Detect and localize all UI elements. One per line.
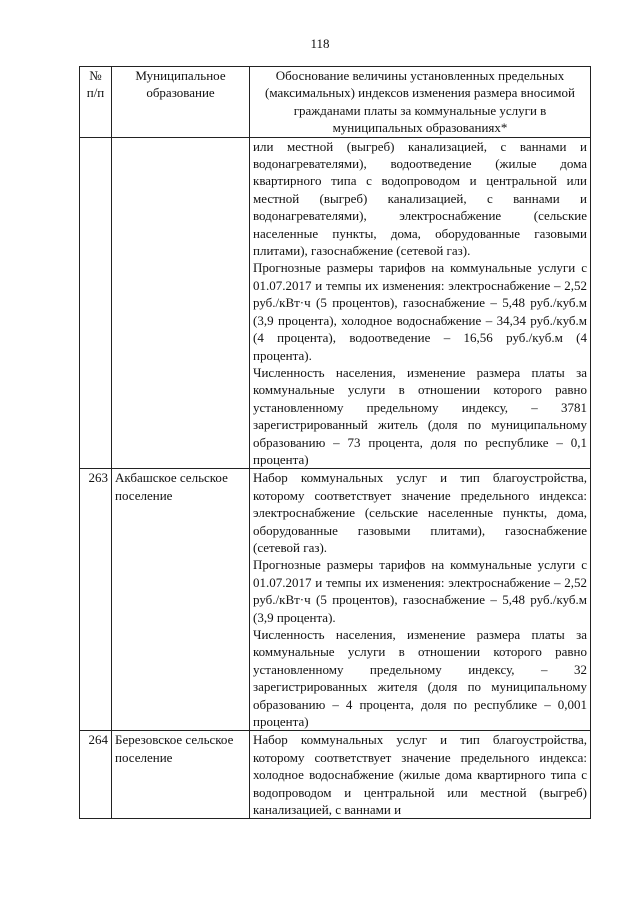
table-row: [80, 469, 591, 731]
table-row: [80, 731, 591, 819]
header-justification: Обоснование величины установленных предельных (максимальных) индексов изменения размера вносимой гражданами платы за коммунальные услуги в муниципальных образованиях*: [250, 67, 591, 138]
justification-paragraph: Набор коммунальных услуг и тип благоустройства, которому соответствует значение предельного индекса: электроснабжение (сельские населенные пункты, дома, оборудованные газовыми плитами), газоснабжение (сетевой газ).: [253, 470, 587, 555]
page-number: 118: [310, 36, 330, 51]
justification-paragraph: Прогнозные размеры тарифов на коммунальные услуги с 01.07.2017 и темпы их изменения: электроснабжение – 2,52 руб./кВт·ч (5 процентов), газоснабжение – 5,48 руб./куб.м (3,9 процента).: [253, 557, 587, 625]
row-num: [80, 137, 112, 469]
justification-paragraph: Численность населения, изменение размера платы за коммунальные услуги в отношении которого равно установленному предельному индексу, – 3781 зарегистрированный житель (доля по муниципальному образованию – 73 процента, доля по республике – 0,1 процента): [253, 364, 587, 467]
justification-paragraph: Численность населения, изменение размера платы за коммунальные услуги в отношении которого равно установленному предельному индексу, – 32 зарегистрированных жителя (доля по муниципальному образованию – 4 процента, доля по республике – 0,001 процента): [253, 627, 587, 730]
row-num: 264: [80, 731, 112, 819]
justification-paragraph: или местной (выгреб) канализацией, с ваннами и водонагревателями), водоотведение (жилые дома квартирного типа с водопроводом и центральной или местной (выгреб) канализацией, с ваннами и водонагревателями), электроснабжение (сельские населенные пункты, дома, оборудованные газовыми плитами), газоснабжение (сетевой газ).: [253, 138, 587, 259]
row-justification: [250, 731, 591, 819]
table-row: [80, 137, 591, 469]
table-header-row: [80, 67, 591, 138]
row-num: 263: [80, 469, 112, 731]
row-municipality: Акбашское сельское поселение: [112, 469, 250, 731]
header-num: № п/п: [80, 67, 112, 138]
justification-paragraph: Набор коммунальных услуг и тип благоустройства, которому соответствует значение предельного индекса: холодное водоснабжение (жилые дома квартирного типа с водопроводом и центральной или местной (выгреб) канализацией, с ваннами и: [253, 732, 587, 818]
row-municipality: [112, 137, 250, 469]
header-municipality: Муниципальное образование: [112, 67, 250, 138]
justification-paragraph: Прогнозные размеры тарифов на коммунальные услуги с 01.07.2017 и темпы их изменения: электроснабжение – 2,52 руб./кВт·ч (5 процентов), газоснабжение – 5,48 руб./куб.м (3,9 процента), холодное водоснабжение – 34,34 руб./куб.м (4 процента), водоотведение – 16,56 руб./куб.м (4 процента).: [253, 260, 587, 363]
row-justification: [250, 469, 591, 731]
tariff-justification-table: [79, 66, 591, 819]
row-justification: [250, 137, 591, 469]
row-municipality: Березовское сельское поселение: [112, 731, 250, 819]
